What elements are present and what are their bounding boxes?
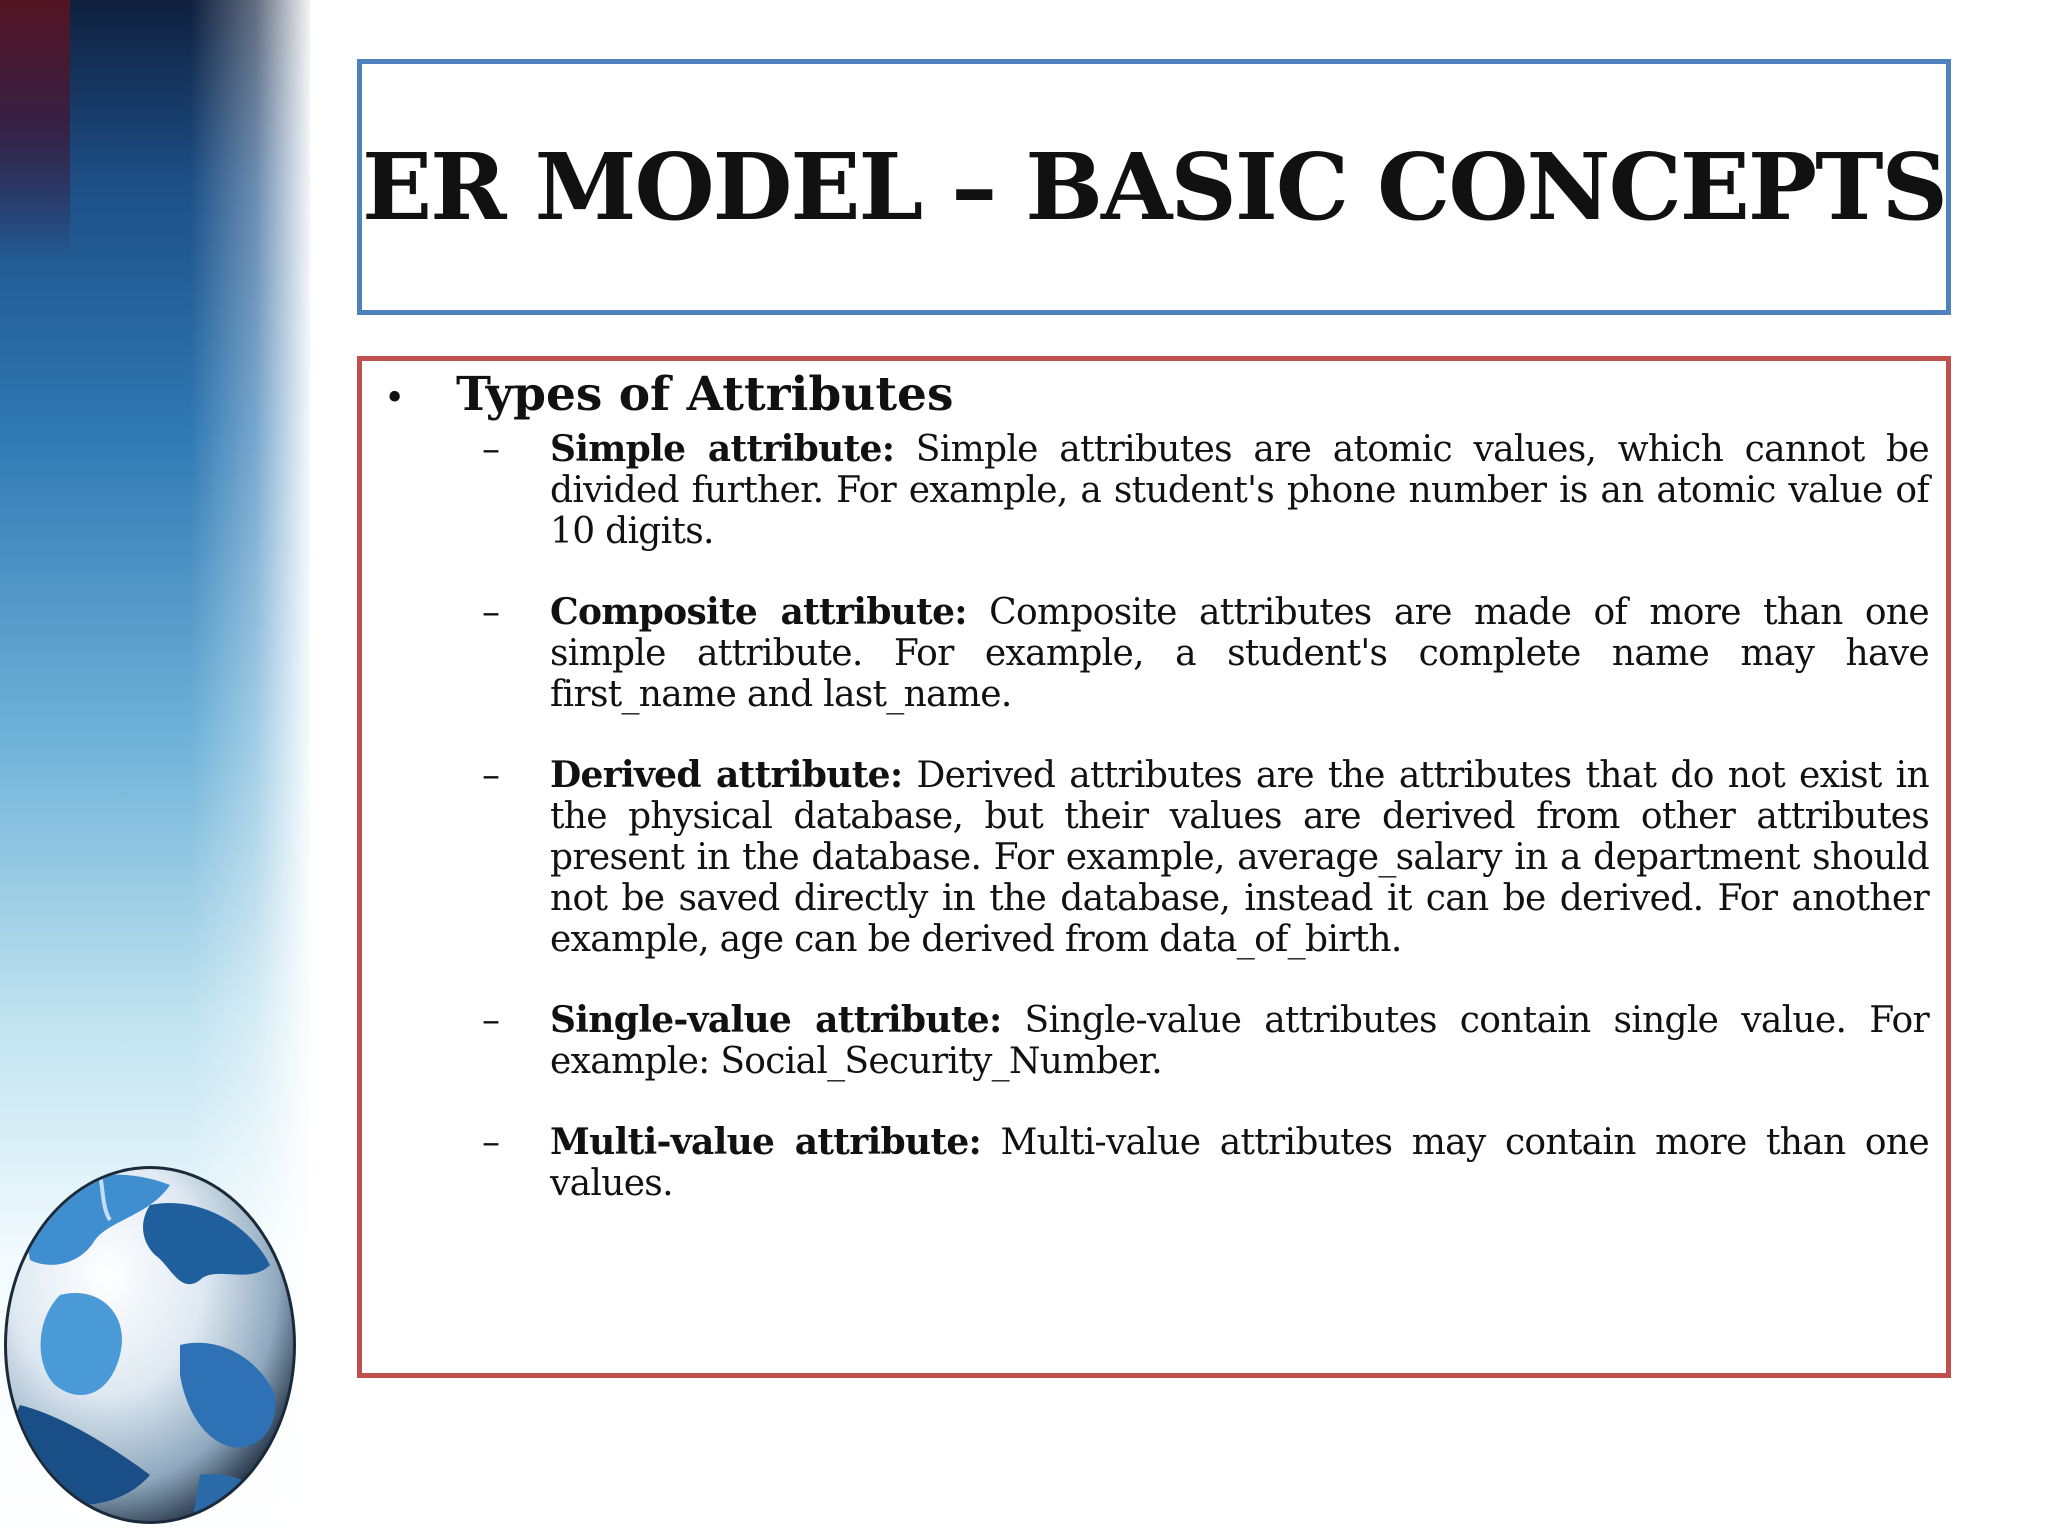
list-item-simple-attribute bbox=[482, 429, 1929, 552]
section-heading: Types of Attributes bbox=[456, 367, 954, 422]
term-label: Derived attribute: bbox=[550, 754, 903, 796]
term-description: Composite attributes are made of more than one simple attribute. For example, a student's complete name may have first_name and last_name. bbox=[550, 592, 1929, 715]
term-description: Multi-value attributes may contain more than one values. bbox=[550, 1122, 1929, 1204]
dash-marker: – bbox=[482, 1000, 500, 1041]
bullet-heading bbox=[384, 367, 953, 422]
list-item-text bbox=[550, 1122, 1929, 1204]
list-item-single-value-attribute bbox=[482, 1000, 1929, 1082]
term-description: Single-value attributes contain single value. For example: Social_Security_Number. bbox=[550, 1000, 1929, 1082]
term-description: Derived attributes are the attributes that do not exist in the physical database, but their values are derived from other attributes present in the database. For example, average_salary in a department should not be saved directly in the database, instead it can be derived. For another example, age can be derived from data_of_birth. bbox=[550, 755, 1929, 960]
list-item-text bbox=[550, 1000, 1929, 1082]
dash-marker: – bbox=[482, 429, 500, 470]
term-label: Multi-value attribute: bbox=[550, 1121, 982, 1163]
dash-marker: – bbox=[482, 755, 500, 796]
term-label: Composite attribute: bbox=[550, 591, 967, 633]
title-box bbox=[357, 59, 1951, 315]
list-item-text bbox=[550, 429, 1929, 552]
bullet-marker: • bbox=[384, 378, 406, 419]
term-label: Simple attribute: bbox=[550, 428, 895, 470]
term-description: Simple attributes are atomic values, which cannot be divided further. For example, a student's phone number is an atomic value of 10 digits. bbox=[550, 429, 1930, 552]
list-item-derived-attribute bbox=[482, 755, 1929, 960]
dash-marker: – bbox=[482, 592, 500, 633]
list-item-composite-attribute bbox=[482, 592, 1929, 715]
slide-title: ER MODEL – BASIC CONCEPTS bbox=[362, 133, 1946, 241]
globe-image bbox=[0, 1145, 300, 1525]
dash-marker: – bbox=[482, 1122, 500, 1163]
list-item-text bbox=[550, 592, 1929, 715]
attribute-list bbox=[482, 429, 1929, 1244]
list-item-text bbox=[550, 755, 1929, 960]
term-label: Single-value attribute: bbox=[550, 999, 1002, 1041]
list-item-multi-value-attribute bbox=[482, 1122, 1929, 1204]
content-box bbox=[357, 356, 1951, 1378]
